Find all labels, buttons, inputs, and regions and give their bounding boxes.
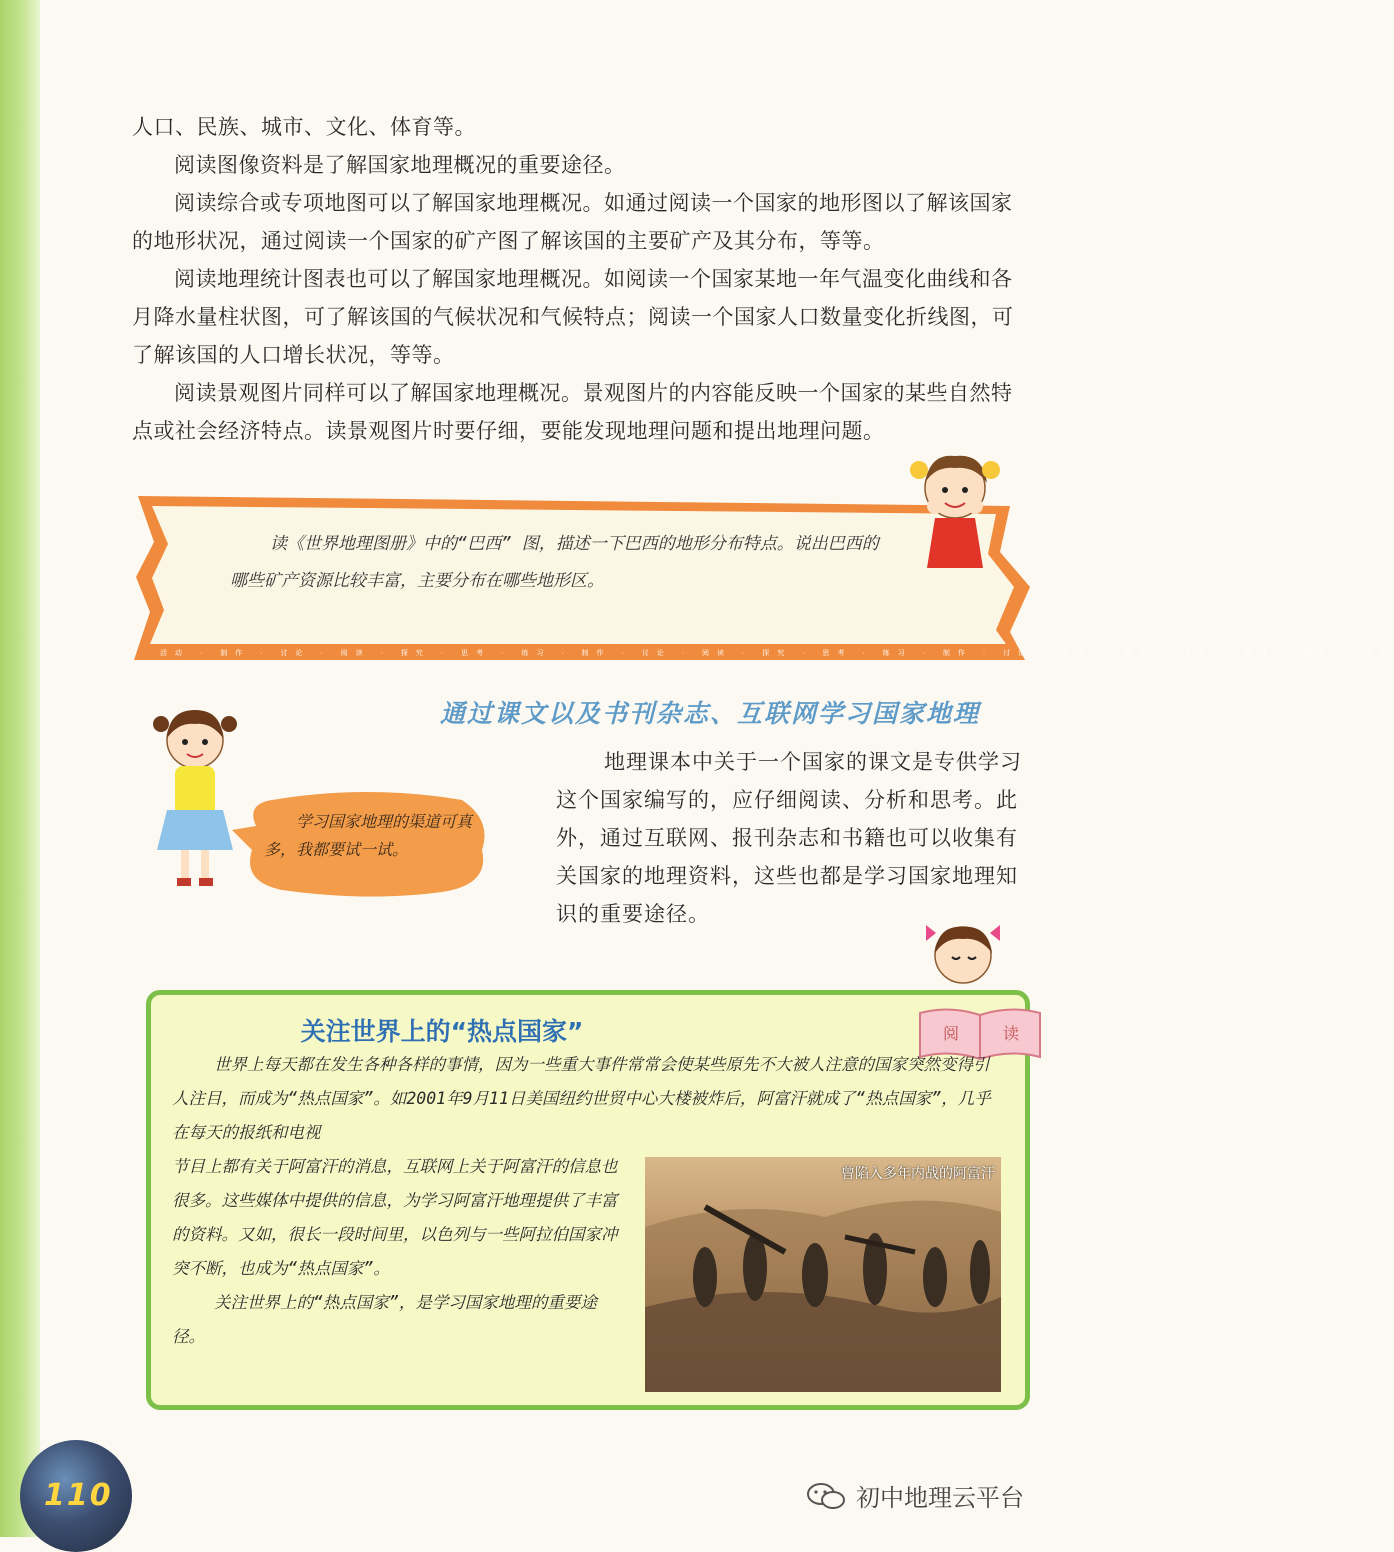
reading-paragraph: 关注世界上的“热点国家”，是学习国家地理的重要途径。 — [172, 1293, 597, 1346]
reading-girl-icon — [908, 915, 1028, 995]
afghanistan-photo — [645, 1157, 1001, 1392]
section2-text — [556, 743, 1026, 933]
girl-cartoon-icon — [145, 700, 245, 895]
activity-paragraph: 读《世界地理图册》中的“巴西” 图，描述一下巴西的地形分布特点。说出巴西的哪些矿产资源比较丰富，主要分布在哪些地形区。 — [230, 534, 879, 591]
left-decorative-stripe — [0, 0, 40, 1537]
watermark-text: 初中地理云平台 — [856, 1484, 1024, 1512]
activity-box — [130, 492, 1394, 662]
section2-paragraph: 地理课本中关于一个国家的课文是专供学习这个国家编写的，应仔细阅读、分析和思考。此外，通过互联网、报刊杂志和书籍也可以收集有关国家的地理资料，这些也都是学习国家地理知识的重要途径。 — [556, 750, 1022, 926]
activity-border-words: 活动 · 制作 · 讨论 · 阅读 · 探究 · 思考 · 练习 · 制作 · 讨论 · 阅读 · 探究 · 思考 · 练习 · 制作 · 讨论 · 阅读 · 探究 · 思考 · 练习 · 制作 · 讨论 — [160, 650, 1394, 657]
photo-scene — [645, 1157, 1001, 1392]
activity-text — [230, 526, 890, 600]
speech-text — [264, 808, 474, 864]
girl-cartoon-icon — [905, 448, 1005, 573]
reading-title: 关注世界上的“热点国家” — [300, 1017, 584, 1046]
main-paragraph: 阅读地理统计图表也可以了解国家地理概况。如阅读一个国家某地一年气温变化曲线和各月降水量柱状图，可了解该国的气候状况和气候特点；阅读一个国家人口数量变化折线图，可了解该国的人口增长状况，等等。 — [132, 267, 1014, 367]
reading-tag-left: 阅 — [943, 1024, 960, 1043]
photo-caption: 曾陷入多年内战的阿富汗 — [841, 1166, 995, 1182]
main-paragraph: 阅读图像资料是了解国家地理概况的重要途径。 — [174, 153, 626, 177]
main-paragraph: 阅读综合或专项地图可以了解国家地理概况。如通过阅读一个国家的地形图以了解该国家的地形状况，通过阅读一个国家的矿产图了解该国的主要矿产及其分布，等等。 — [132, 191, 1013, 253]
page-number: 110 — [44, 1478, 113, 1513]
speech-paragraph: 学习国家地理的渠道可真多，我都要试一试。 — [264, 812, 473, 859]
wechat-icon — [806, 1481, 846, 1511]
watermark — [806, 1478, 1024, 1513]
reading-paragraph: 世界上每天都在发生各种各样的事情，因为一些重大事件常常会使某些原先不大被人注意的国家突然变得引人注目，而成为“热点国家”。如2001年9月11日美国纽约世贸中心大楼被炸后，阿富汗就成了“热点国家”，几乎在每天的报纸和电视 — [172, 1055, 991, 1142]
section-heading: 通过课文以及书刊杂志、互联网学习国家地理 — [440, 699, 981, 728]
main-text — [132, 108, 1022, 450]
reading-paragraph: 节目上都有关于阿富汗的消息，互联网上关于阿富汗的信息也很多。这些媒体中提供的信息，为学习阿富汗地理提供了丰富的资料。又如，很长一段时间里，以色列与一些阿拉伯国家冲突不断，也成为“热点国家”。 — [172, 1157, 618, 1278]
main-paragraph: 阅读景观图片同样可以了解国家地理概况。景观图片的内容能反映一个国家的某些自然特点或社会经济特点。读景观图片时要仔细，要能发现地理问题和提出地理问题。 — [132, 381, 1013, 443]
reading-tag-right: 读 — [1003, 1024, 1020, 1043]
main-paragraph: 人口、民族、城市、文化、体育等。 — [132, 115, 476, 139]
